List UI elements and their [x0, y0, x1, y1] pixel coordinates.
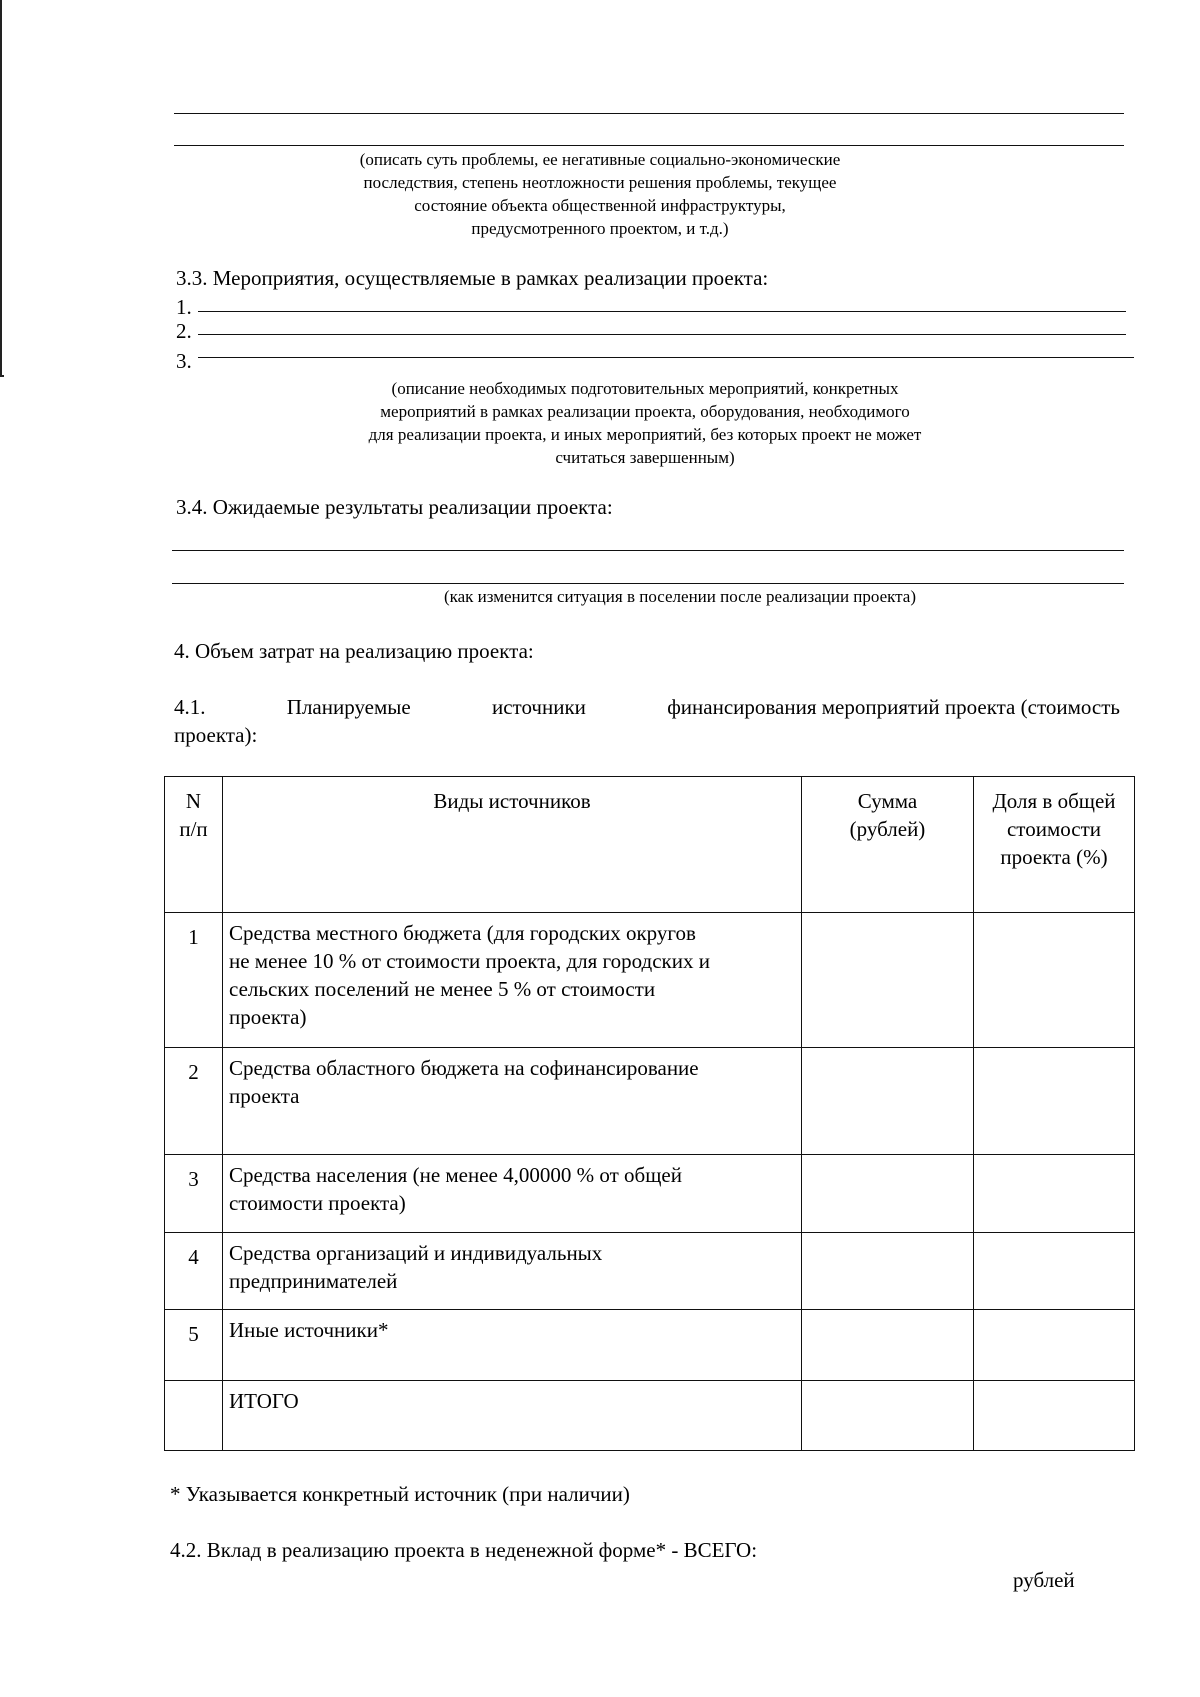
row-source-line: Средства организаций и индивидуальных — [229, 1241, 603, 1265]
header-num-line: п/п — [179, 817, 208, 841]
problem-note-line: предусмотренного проектом, и т.д.) — [471, 219, 729, 238]
header-num-line: N — [185, 789, 202, 813]
row-source-line: проекта) — [229, 1005, 307, 1029]
row-number: 4 — [165, 1233, 223, 1310]
row-source-line: не менее 10 % от стоимости проекта, для городских и — [229, 949, 710, 973]
table-row — [165, 1310, 1135, 1381]
financing-sources-table — [164, 776, 1135, 1451]
row-number: 5 — [165, 1310, 223, 1381]
table-row — [165, 1233, 1135, 1310]
sum-cell[interactable] — [802, 1155, 974, 1233]
sum-cell[interactable] — [802, 1233, 974, 1310]
item-3-line[interactable] — [198, 357, 1134, 358]
row-source-line: проекта — [229, 1084, 300, 1108]
share-cell[interactable] — [974, 1155, 1135, 1233]
header-sum — [802, 777, 974, 913]
sum-cell[interactable] — [802, 1048, 974, 1155]
row-number: 1 — [165, 913, 223, 1048]
row-source-line: стоимости проекта) — [229, 1191, 406, 1215]
row-source — [223, 913, 802, 1048]
section-3-4-heading: 3.4. Ожидаемые результаты реализации проекта: — [176, 495, 613, 519]
footnote: * Указывается конкретный источник (при наличии) — [170, 1482, 630, 1506]
activities-note-line: мероприятий в рамках реализации проекта, оборудования, необходимого — [380, 402, 910, 421]
scan-edge-tick — [0, 375, 4, 377]
sum-cell[interactable] — [802, 1310, 974, 1381]
item-number: 1. — [176, 295, 192, 319]
section-4-1-word: Планируемые — [286, 695, 411, 719]
share-cell[interactable] — [974, 913, 1135, 1048]
sum-cell[interactable] — [802, 913, 974, 1048]
activities-note — [285, 377, 1005, 469]
problem-note-line: состояние объекта общественной инфраструктуры, — [414, 196, 786, 215]
header-share-line: Доля в общей — [992, 789, 1116, 813]
row-source-line: Иные источники* — [229, 1318, 389, 1342]
sum-cell[interactable] — [802, 1381, 974, 1451]
problem-note-line: последствия, степень неотложности решения проблемы, текущее — [363, 173, 837, 192]
table-row — [165, 1155, 1135, 1233]
row-source-line: Средства областного бюджета на софинансирование — [229, 1056, 699, 1080]
share-cell[interactable] — [974, 1048, 1135, 1155]
activities-note-line: считаться завершенным) — [555, 448, 735, 467]
currency-unit: рублей — [1013, 1568, 1075, 1592]
section-4-1-heading — [174, 693, 1120, 721]
activities-note-line: для реализации проекта, и иных мероприятий, без которых проект не может — [368, 425, 922, 444]
section-4-1-word: финансирования мероприятий проекта (стоимость — [667, 695, 1120, 719]
blank-line[interactable] — [172, 550, 1124, 551]
section-4-2-heading: 4.2. Вклад в реализацию проекта в неденежной форме* - ВСЕГО: — [170, 1538, 758, 1562]
results-note: (как изменится ситуация в поселении после реализации проекта) — [443, 587, 917, 606]
item-number: 2. — [176, 319, 192, 343]
header-share — [974, 777, 1135, 913]
header-share-line: стоимости — [1006, 817, 1101, 841]
section-3-3-heading: 3.3. Мероприятия, осуществляемые в рамках реализации проекта: — [176, 266, 769, 290]
table-row — [165, 913, 1135, 1048]
row-number: 3 — [165, 1155, 223, 1233]
row-source — [223, 1233, 802, 1310]
header-source — [223, 777, 802, 913]
share-cell[interactable] — [974, 1233, 1135, 1310]
problem-note — [300, 148, 900, 240]
table-total-row — [165, 1381, 1135, 1451]
header-source-label: Виды источников — [433, 789, 591, 813]
row-source — [223, 1381, 802, 1451]
row-source — [223, 1310, 802, 1381]
item-1-line[interactable] — [198, 311, 1126, 312]
item-number: 3. — [176, 349, 192, 373]
header-num — [165, 777, 223, 913]
section-4-1-line2: проекта): — [174, 723, 258, 747]
header-sum-line: (рублей) — [849, 817, 926, 841]
blank-line[interactable] — [174, 145, 1124, 146]
table-header-row — [165, 777, 1135, 913]
section-4-1-word: 4.1. — [174, 695, 206, 719]
row-source-line: сельских поселений не менее 5 % от стоимости — [229, 977, 656, 1001]
blank-line[interactable] — [174, 113, 1124, 114]
row-source-line: Средства местного бюджета (для городских округов — [229, 921, 696, 945]
activities-note-line: (описание необходимых подготовительных мероприятий, конкретных — [391, 379, 899, 398]
share-cell[interactable] — [974, 1381, 1135, 1451]
row-source — [223, 1048, 802, 1155]
share-cell[interactable] — [974, 1310, 1135, 1381]
section-4-heading: 4. Объем затрат на реализацию проекта: — [174, 639, 534, 663]
header-share-line: проекта (%) — [1000, 845, 1108, 869]
row-source-line: предпринимателей — [229, 1269, 398, 1293]
row-number: 2 — [165, 1048, 223, 1155]
blank-line[interactable] — [172, 583, 1124, 584]
scan-edge-mark — [0, 0, 2, 375]
row-source-line: Средства населения (не менее 4,00000 % от общей — [229, 1163, 682, 1187]
table-row — [165, 1048, 1135, 1155]
row-source — [223, 1155, 802, 1233]
section-4-1-word: источники — [492, 695, 586, 719]
row-number — [165, 1381, 223, 1451]
header-sum-line: Сумма — [857, 789, 918, 813]
total-label: ИТОГО — [229, 1389, 299, 1413]
problem-note-line: (описать суть проблемы, ее негативные социально-экономические — [359, 150, 841, 169]
item-2-line[interactable] — [198, 334, 1126, 335]
